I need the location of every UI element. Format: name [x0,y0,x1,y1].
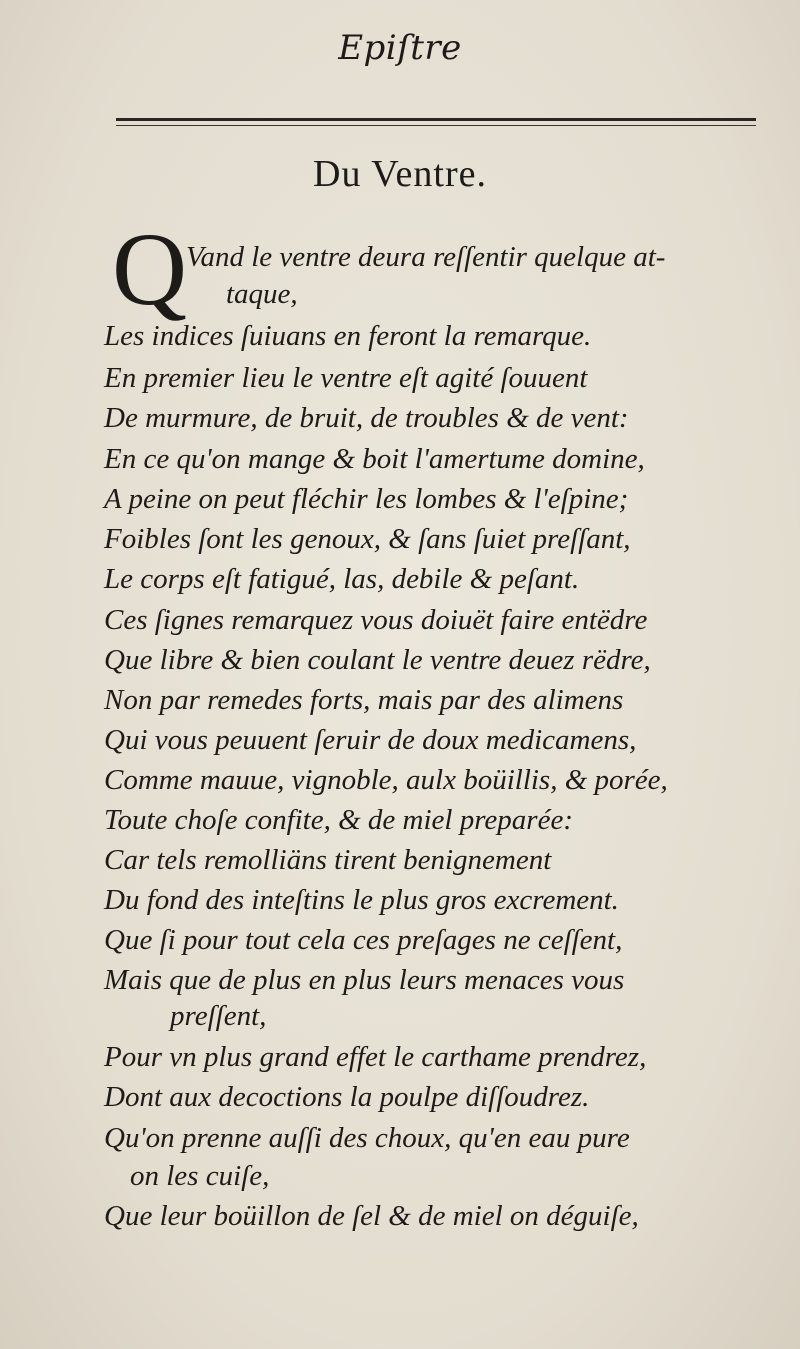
poem-line: taque, [226,278,298,310]
poem-line: Pour vn plus grand effet le carthame prendrez, [104,1041,647,1073]
poem-line: Non par remedes forts, mais par des alimens [104,684,624,716]
poem-line: on les cuiſe, [130,1160,270,1192]
poem-line: En ce qu'on mange & boit l'amertume domine, [104,443,645,475]
poem-line: Les indices ſuiuans en feront la remarque. [104,320,592,352]
chapter-title: Du Ventre. [313,153,487,195]
poem-line: Comme mauue, vignoble, aulx boüillis, & porée, [104,764,668,796]
poem-line: De murmure, de bruit, de troubles & de vent: [104,402,629,434]
drop-cap: Q [112,212,188,327]
poem-line: Le corps eſt fatigué, las, debile & peſant. [104,563,580,595]
poem-line: Car tels remolliäns tirent benignement [104,844,552,876]
running-title: Epiſtre [338,28,462,68]
poem-line: En premier lieu le ventre eſt agité ſouuent [104,362,588,394]
poem-line: Toute choſe confite, & de miel preparée: [104,804,573,836]
poem-line: Mais que de plus en plus leurs menaces vous [104,964,625,996]
poem-line: Que ſi pour tout cela ces preſages ne ceſſent, [104,924,623,956]
poem-line: Qui vous peuuent ſeruir de doux medicamens, [104,724,637,756]
poem-line: A peine on peut fléchir les lombes & l'eſpine; [104,483,629,515]
poem-line: Vand le ventre deura reſſentir quelque at- [186,241,666,273]
poem-line: Que leur boüillon de ſel & de miel on déguiſe, [104,1200,639,1232]
poem-line: Du fond des inteſtins le plus gros excrement. [104,884,619,916]
poem-line: Ces ſignes remarquez vous doiuët faire entëdre [104,604,648,636]
poem-line: Dont aux decoctions la poulpe diſſoudrez. [104,1081,590,1113]
poem-line: Foibles ſont les genoux, & ſans ſuiet preſſant, [104,523,631,555]
poem-line: Que libre & bien coulant le ventre deuez rëdre, [104,644,651,676]
poem-line: preſſent, [170,1000,267,1032]
poem-line: Qu'on prenne auſſi des choux, qu'en eau pure [104,1122,630,1154]
